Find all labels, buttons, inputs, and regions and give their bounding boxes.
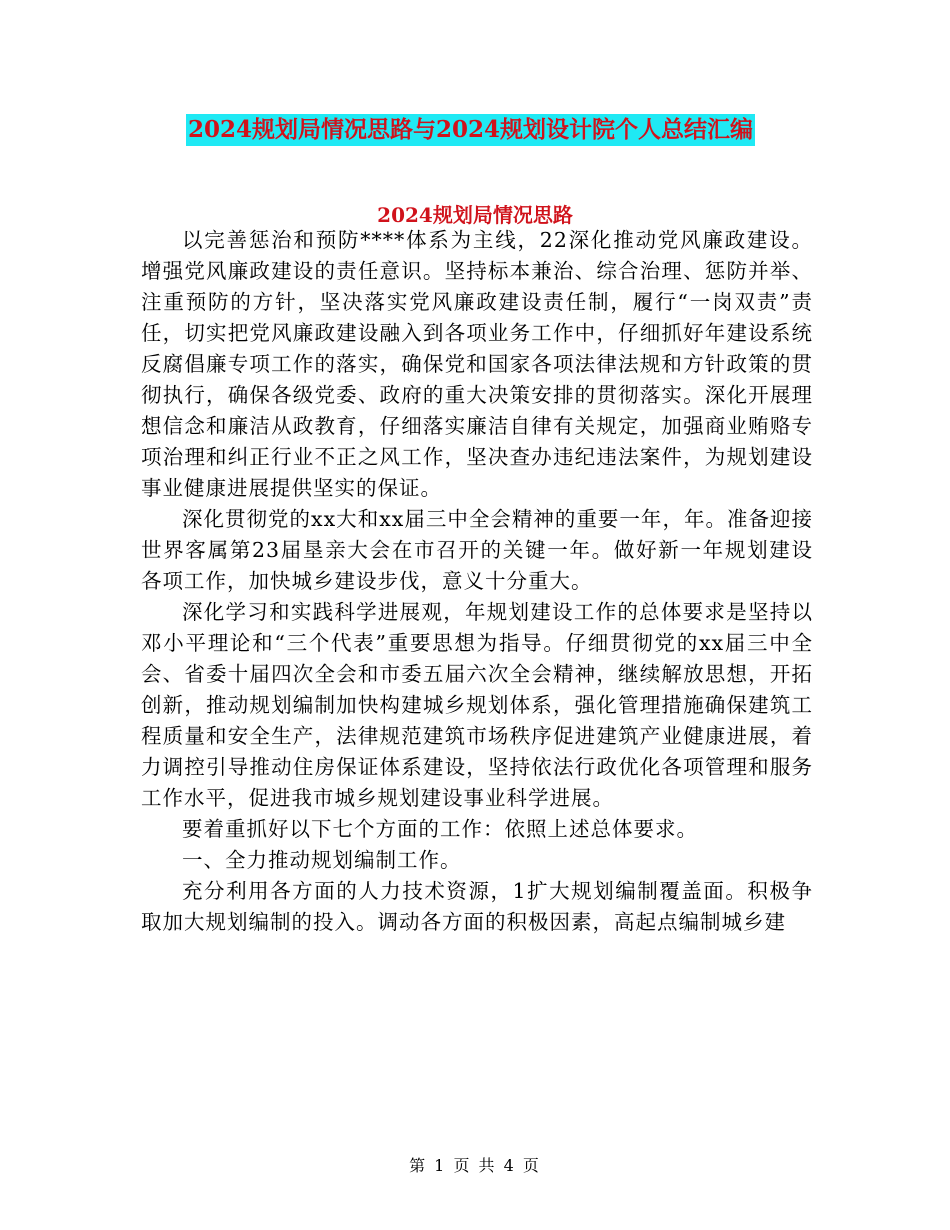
paragraph: 深化学习和实践科学进展观，年规划建设工作的总体要求是坚持以邓小平理论和“三个代表”重要思想为指导。仔细贯彻党的xx届三中全会、省委十届四次全会和市委五届六次全会精神，继续解放思想，开拓创新，推动规划编制加快构建城乡规划体系，强化管理措施确保建筑工程质量和安全生产，法律规范建筑市场秩序促进建筑产业健康进展，着力调控引导推动住房保证体系建设，坚持依法行政优化各项管理和服务工作水平，促进我市城乡规划建设事业科学进展。 bbox=[141, 600, 813, 810]
section-title: 2024规划局情况思路 bbox=[377, 203, 573, 227]
paragraph: 深化贯彻党的xx大和xx届三中全会精神的重要一年，年。准备迎接世界客属第23届垦亲大会在市召开的关键一年。做好新一年规划建设各项工作，加快城乡建设步伐，意义十分重大。 bbox=[141, 507, 813, 593]
document-body bbox=[141, 225, 813, 938]
document-title: 2024规划局情况思路与2024规划设计院个人总结汇编 bbox=[186, 114, 755, 146]
page-number-footer: 第 1 页 共 4 页 bbox=[409, 1156, 541, 1175]
paragraph: 充分利用各方面的人力技术资源，1扩大规划编制覆盖面。积极争取加大规划编制的投入。调动各方面的积极因素，高起点编制城乡建 bbox=[141, 879, 813, 934]
paragraph: 要着重抓好以下七个方面的工作：依照上述总体要求。 bbox=[182, 817, 698, 841]
paragraph: 以完善惩治和预防****体系为主线，22深化推动党风廉政建设。增强党风廉政建设的责任意识。坚持标本兼治、综合治理、惩防并举、注重预防的方针，坚决落实党风廉政建设责任制，履行“一岗双责”责任，切实把党风廉政建设融入到各项业务工作中，仔细抓好年建设系统反腐倡廉专项工作的落实，确保党和国家各项法律法规和方针政策的贯彻执行，确保各级党委、政府的重大决策安排的贯彻落实。深化开展理想信念和廉洁从政教育，仔细落实廉洁自律有关规定，加强商业贿赂专项治理和纠正行业不正之风工作，坚决查办违纪违法案件，为规划建设事业健康进展提供坚实的保证。 bbox=[141, 228, 813, 500]
paragraph: 一、全力推动规划编制工作。 bbox=[182, 848, 462, 872]
